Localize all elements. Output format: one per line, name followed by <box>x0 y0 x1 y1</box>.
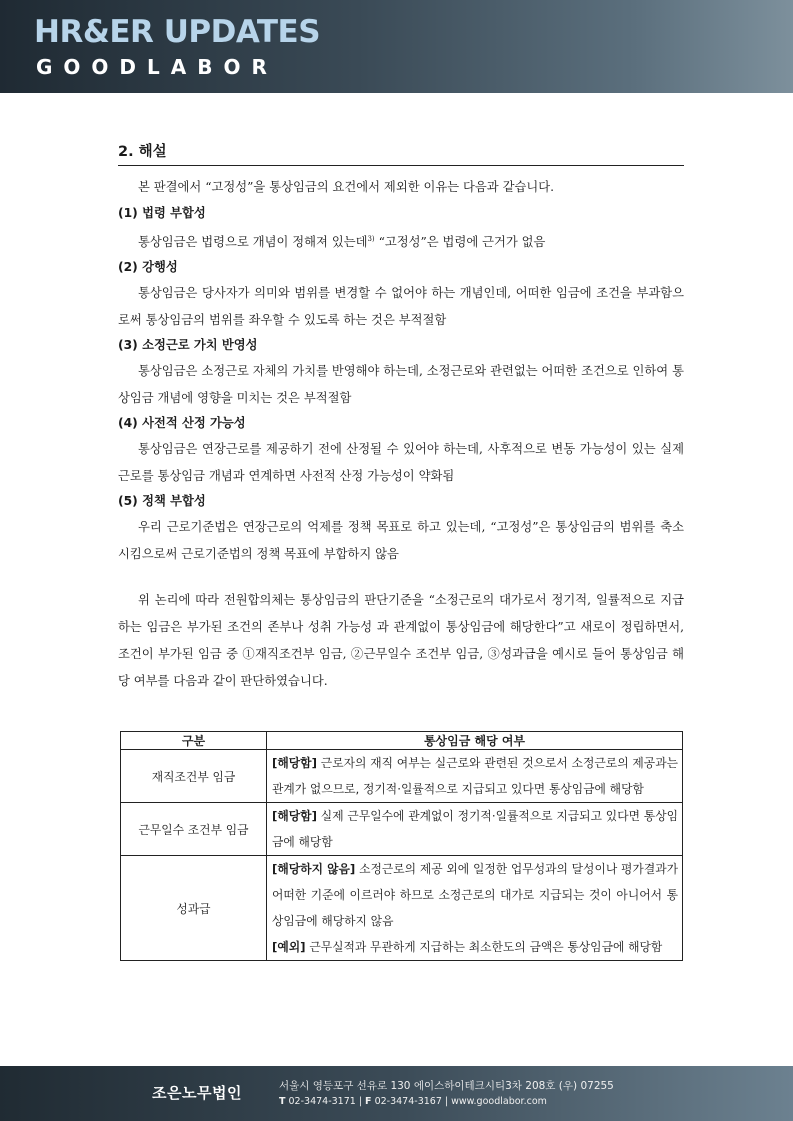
table-row <box>121 803 683 856</box>
footnote-marker[interactable]: 3) <box>367 234 375 243</box>
row-description <box>267 856 683 961</box>
item-body-2: 통상임금은 당사자가 의미와 범위를 변경할 수 없어야 하는 개념인데, 어떠한 임금에 조건을 부과함으로써 통상임금의 범위를 좌우할 수 있도록 하는 것은 부적절함 <box>118 286 684 327</box>
firm-name: 조은노무법인 <box>152 1084 242 1102</box>
table-row <box>121 750 683 803</box>
firm-contact <box>279 1096 547 1107</box>
item-heading-1: (1) 법령 부합성 <box>118 205 206 220</box>
summary-paragraph: 위 논리에 따라 전원합의체는 통상임금의 판단기준을 “소정근로의 대가로서 정기적, 일률적으로 지급하는 임금은 부가된 조건의 존부나 성취 가능성 과 관계없이 통상임금에 해당한다”고 새로이 정립하면서, 조건이 부가된 임금 중 ①재직조건부 임금, ②근무일수 조건부 임금, ③성과급을 예시로 들어 통상임금 해당 여부를 다음과 같이 판단하였습니다. <box>118 593 684 689</box>
row-verdict-tag: [해당하지 않음] <box>272 862 356 876</box>
row-category: 근무일수 조건부 임금 <box>121 803 267 856</box>
row-category: 재직조건부 임금 <box>121 750 267 803</box>
page-footer <box>0 1066 793 1121</box>
firm-address: 서울시 영등포구 선유로 130 에이스하이테크시티3차 208호 (우) 07255 <box>279 1080 614 1092</box>
fax-label: F <box>365 1096 372 1107</box>
row-exception-text: 근무실적과 무관하게 지급하는 최소한도의 금액은 통상임금에 해당함 <box>305 940 663 954</box>
section-title: 2. 해설 <box>118 140 684 166</box>
item-body-5: 우리 근로기준법은 연장근로의 억제를 정책 목표로 하고 있는데, “고정성”은 통상임금의 범위를 축소시킴으로써 근로기준법의 정책 목표에 부합하지 않음 <box>118 520 684 561</box>
tel-number: 02-3474-3171 | <box>285 1096 366 1107</box>
table-header-status: 통상임금 해당 여부 <box>267 732 683 750</box>
row-description <box>267 750 683 803</box>
row-description-text: 실제 근무일수에 관계없이 정기적·일률적으로 지급되고 있다면 통상임금에 해당함 <box>272 809 678 849</box>
item-heading-3: (3) 소정근로 가치 반영성 <box>118 338 258 353</box>
table-header-category: 구분 <box>121 732 267 750</box>
main-content <box>118 140 684 695</box>
wage-criteria-table <box>120 731 683 961</box>
brand-title: HR&ER UPDATES <box>34 14 321 50</box>
row-verdict-tag: [해당함] <box>272 756 317 770</box>
tel-label: T <box>279 1096 286 1107</box>
item-heading-2: (2) 강행성 <box>118 260 178 275</box>
item-body-1-text-after: “고정성”은 법령에 근거가 없음 <box>374 234 546 249</box>
page-header <box>0 0 793 93</box>
section-intro: 본 판결에서 “고정성”을 통상임금의 요건에서 제외한 이유는 다음과 같습니다. <box>138 180 554 194</box>
row-description-text: 근로자의 재직 여부는 실근로와 관련된 것으로서 소정근로의 제공과는 관계가 없으므로, 정기적·일률적으로 지급되고 있다면 통상임금에 해당함 <box>272 756 678 796</box>
row-verdict-tag: [해당함] <box>272 809 317 823</box>
paragraph-gap <box>118 567 684 587</box>
item-body-1 <box>118 226 684 256</box>
row-description <box>267 803 683 856</box>
row-description-text: 소정근로의 제공 외에 일정한 업무성과의 달성이나 평가결과가 어떠한 기준에 이르러야 하므로 소정근로의 대가로 지급되는 것이 아니어서 통상임금에 해당하지 않음 <box>272 862 679 928</box>
brand-subtitle: GOODLABOR <box>36 55 278 79</box>
row-exception-tag: [예외] <box>272 940 306 954</box>
item-heading-4: (4) 사전적 산정 가능성 <box>118 416 246 431</box>
table-row <box>121 856 683 961</box>
item-heading-5: (5) 정책 부합성 <box>118 494 206 509</box>
fax-number-and-website[interactable]: 02-3474-3167 | www.goodlabor.com <box>371 1096 547 1107</box>
table-header-row <box>121 732 683 750</box>
item-body-1-text: 통상임금은 법령으로 개념이 정해져 있는데 <box>138 234 368 249</box>
row-category: 성과급 <box>121 856 267 961</box>
item-body-4: 통상임금은 연장근로를 제공하기 전에 산정될 수 있어야 하는데, 사후적으로 변동 가능성이 있는 실제 근로를 통상임금 개념과 연계하면 사전적 산정 가능성이 약화됨 <box>118 442 684 483</box>
item-body-3: 통상임금은 소정근로 자체의 가치를 반영해야 하는데, 소정근로와 관련없는 어떠한 조건으로 인하여 통상임금 개념에 영향을 미치는 것은 부적절함 <box>118 364 684 405</box>
